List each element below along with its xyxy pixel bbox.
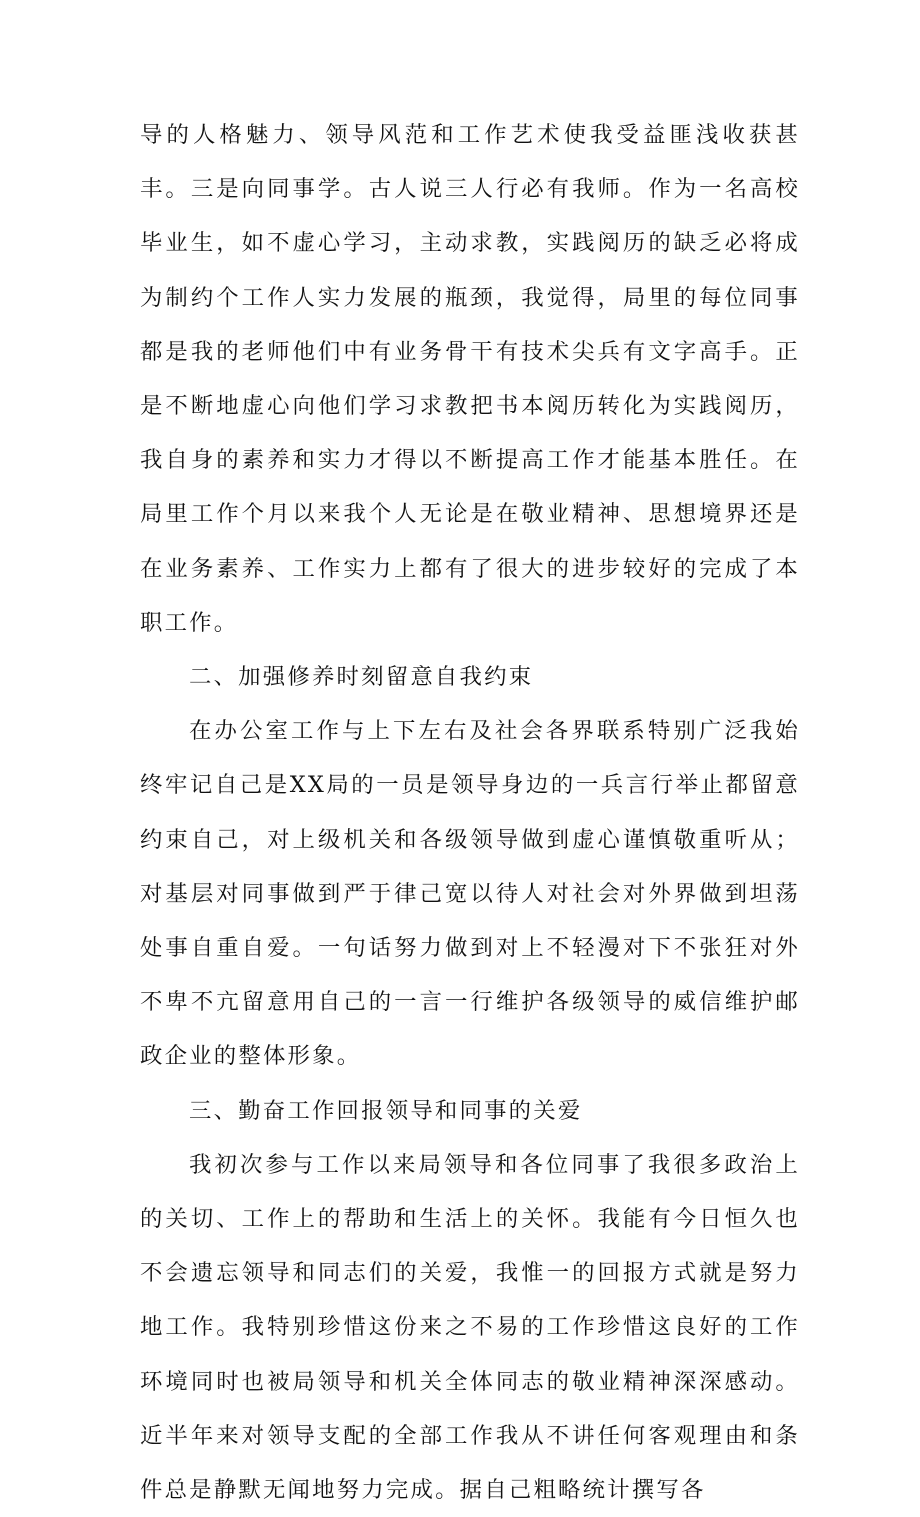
section-heading-self-discipline: 二、加强修养时刻留意自我约束 bbox=[189, 664, 534, 691]
paragraph-learning-from-colleagues: 导的人格魅力、领导风范和工作艺术使我受益匪浅收获甚丰。三是向同事学。古人说三人行必有我师。作为一名高校毕业生，如不虚心学习，主动求教，实践阅历的缺乏必将成为制约个工作人实力发展的瓶颈，我觉得，局里的每位同事都是我的老师他们中有业务骨干有技术尖兵有文字高手。正是不断地虚心向他们学习求教把书本阅历转化为实践阅历，我自身的素养和实力才得以不断提高工作才能基本胜任。在局里工作个月以来我个人无论是在敬业精神、思想境界还是在业务素养、工作实力上都有了很大的进步较好的完成了本职工作。 bbox=[140, 122, 800, 636]
section-heading-hard-work: 三、勤奋工作回报领导和同事的关爱 bbox=[189, 1097, 583, 1124]
document-body bbox=[140, 108, 800, 1517]
paragraph-self-discipline: 在办公室工作与上下左右及社会各界联系特别广泛我始终牢记自己是XX局的一员是领导身边的一兵言行举止都留意约束自己，对上级机关和各级领导做到虚心谨慎敬重听从；对基层对同事做到严于律己宽以待人对社会对外界做到坦荡处事自重自爱。一句话努力做到对上不轻漫对下不张狂对外不卑不亢留意用自己的一言一行维护各级领导的威信维护邮政企业的整体形象。 bbox=[140, 718, 800, 1070]
paragraph-hard-work: 我初次参与工作以来局领导和各位同事了我很多政治上的关切、工作上的帮助和生活上的关怀。我能有今日恒久也不会遗忘领导和同志们的关爱，我惟一的回报方式就是努力地工作。我特别珍惜这份来之不易的工作珍惜这良好的工作环境同时也被局领导和机关全体同志的敬业精神深深感动。近半年来对领导支配的全部工作我从不讲任何客观理由和条件总是静默无闻地努力完成。据自己粗略统计撰写各 bbox=[140, 1151, 800, 1504]
